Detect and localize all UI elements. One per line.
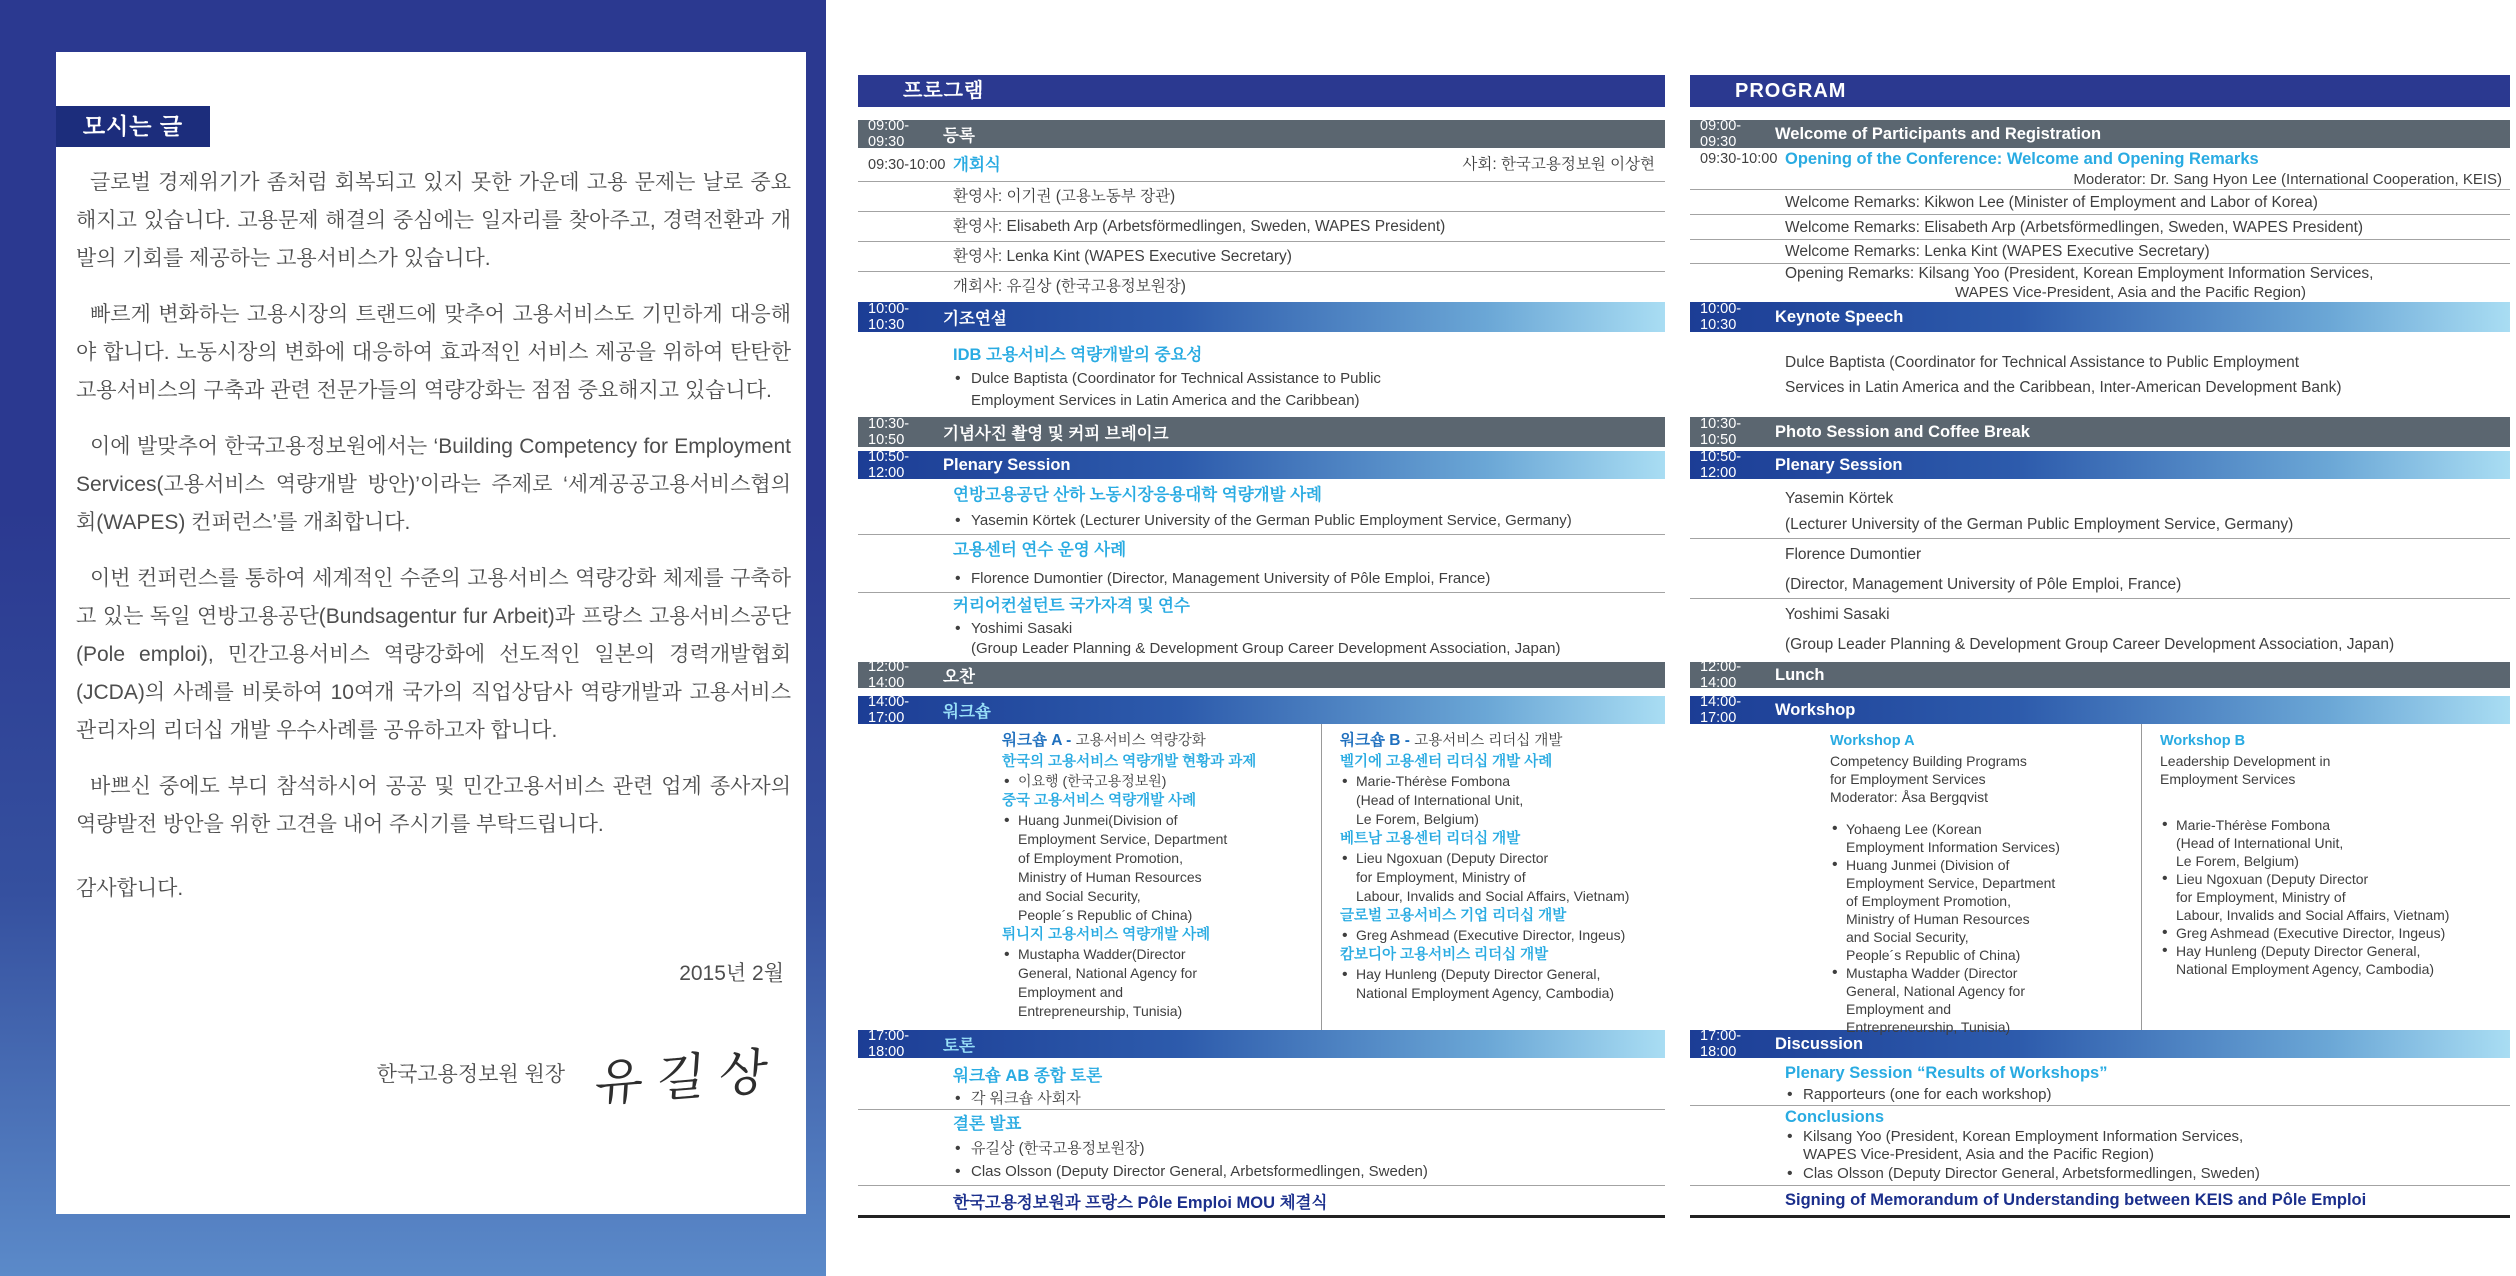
schedule-section-bar: [1690, 696, 2510, 724]
schedule-line: [1828, 730, 2141, 752]
time-label: 14:00-17:00: [868, 694, 910, 726]
schedule-line: [858, 507, 1665, 535]
schedule-line: [1000, 983, 1321, 1002]
schedule-line: [2158, 752, 2510, 770]
schedule-line: [858, 619, 1665, 639]
schedule-line: [2158, 816, 2510, 834]
schedule-line: [1000, 730, 1321, 752]
schedule-text: Huang Junmei (Division of: [1846, 857, 2010, 873]
schedule-line: [1000, 887, 1321, 906]
mou-row: [1690, 1185, 2510, 1218]
schedule-line: [1000, 945, 1321, 964]
schedule-text: 각 워크숍 사회자: [971, 1090, 1081, 1107]
invitation-paragraph: 이에 발맞추어 한국고용정보원에서는 ‘Building Competency for Employment Services(고용서비스 역량개발 방안)’이라는 주제로 ‘세계공공고용서비스협의회(WAPES) 컨퍼런스’를 개최합니다.: [76, 435, 791, 534]
schedule-text: Conclusions: [1785, 1108, 1885, 1126]
schedule-line: [1828, 806, 2141, 820]
schedule-text: (Group Leader Planning & Development Group Career Development Association, Japan): [971, 640, 1561, 657]
schedule-line: [2158, 852, 2510, 870]
schedule-line: [1690, 539, 2510, 571]
schedule-text: Kilsang Yoo (President, Korean Employment Information Services,: [1803, 1128, 2244, 1145]
program-title: 프로그램: [858, 75, 1665, 107]
schedule-text: Employment Service, Department: [1846, 875, 2056, 891]
schedule-row-group: [1690, 148, 2510, 302]
schedule-text: for Employment, Ministry of: [2176, 889, 2346, 905]
section-title: 기조연설: [943, 310, 1007, 328]
invitation-date: 2015년 2월: [679, 962, 784, 985]
section-title: 등록: [943, 127, 975, 145]
schedule-text: Ministry of Human Resources: [1018, 869, 1202, 885]
time-label: 12:00-14:00: [1700, 659, 1742, 691]
schedule-line: [1828, 820, 2141, 838]
section-title: 기념사진 촬영 및 커피 브레이크: [943, 425, 1169, 443]
schedule-row-group: [858, 479, 1665, 662]
time-label: 09:00-09:30: [868, 118, 910, 150]
time-label: 10:50-12:00: [868, 449, 910, 481]
schedule-text: National Employment Agency, Cambodia): [1356, 985, 1615, 1001]
schedule-line: [1828, 982, 2141, 1000]
time-label: 09:00-09:30: [1700, 118, 1742, 150]
schedule-line: [858, 368, 1665, 390]
schedule-text: WAPES Vice-President, Asia and the Pacific Region): [1803, 1146, 2155, 1163]
section-title: Plenary Session: [943, 455, 1071, 474]
schedule-text: (Head of International Unit,: [2176, 835, 2344, 851]
schedule-line: [858, 483, 1665, 507]
section-title: 워크숍: [943, 703, 991, 721]
section-title: Plenary Session: [1775, 455, 1903, 474]
schedule-line: [858, 639, 1665, 659]
schedule-line: [1828, 1000, 2141, 1018]
schedule-line: [1000, 906, 1321, 925]
schedule-text: 개회사: 유길상 (한국고용정보원장): [953, 278, 1186, 295]
schedule-line: [2158, 906, 2510, 924]
schedule-text: 한국의 고용서비스 역량개발 현황과 과제: [1002, 754, 1257, 770]
invitation-signer-row: [376, 1037, 788, 1112]
schedule-text: General, National Agency for: [1846, 983, 2025, 999]
schedule-text: Plenary Session “Results of Workshops”: [1785, 1064, 2108, 1082]
schedule-line: [858, 242, 1665, 272]
schedule-line: [858, 1110, 1665, 1138]
time-label: 17:00-18:00: [868, 1028, 910, 1060]
schedule-text: IDB 고용서비스 역량개발의 중요성: [953, 346, 1203, 364]
schedule-line: [1828, 1018, 2141, 1036]
schedule-line: [1338, 730, 1665, 752]
schedule-text: Clas Olsson (Deputy Director General, Arbetsformedlingen, Sweden): [1803, 1165, 2260, 1182]
schedule-text: Hay Hunleng (Deputy Director General,: [1356, 966, 1601, 982]
time-label: 10:30-10:50: [868, 416, 910, 448]
schedule-line: [1690, 1128, 2510, 1146]
schedule-section-bar: [858, 417, 1665, 447]
schedule-text: of Employment Promotion,: [1846, 893, 2011, 909]
section-title: 오찬: [943, 668, 975, 686]
schedule-line: [1828, 964, 2141, 982]
schedule-line: [1338, 829, 1665, 849]
schedule-line: [2158, 788, 2510, 816]
schedule-text: 커리어컨설턴트 국가자격 및 연수: [953, 597, 1190, 615]
time-column-spacer: [858, 724, 1000, 1030]
schedule-text: 유길상 (한국고용정보원장): [971, 1140, 1145, 1157]
signature-handwriting: 유길상: [593, 1042, 784, 1112]
schedule-line: [1000, 752, 1321, 772]
schedule-line: [1338, 965, 1665, 984]
schedule-text: Rapporteurs (one for each workshop): [1803, 1086, 2052, 1103]
schedule-line: [858, 272, 1665, 302]
schedule-line: [1828, 788, 2141, 806]
schedule-text: Labour, Invalids and Social Affairs, Vietnam): [1356, 888, 1630, 904]
schedule-text: 캄보디아 고용서비스 리더십 개발: [1340, 947, 1549, 963]
schedule-row-group: [1690, 1058, 2510, 1185]
schedule-line: [858, 342, 1665, 368]
time-label: 10:30-10:50: [1700, 416, 1742, 448]
schedule-line: [1828, 910, 2141, 928]
schedule-line: [1690, 283, 2510, 302]
workshop-column: [1322, 724, 1665, 1030]
time-label: 10:00-10:30: [1700, 301, 1742, 333]
schedule-row-group: [858, 332, 1665, 417]
schedule-line: [1338, 810, 1665, 829]
schedule-line: [1338, 984, 1665, 1003]
schedule-line: [1338, 791, 1665, 810]
schedule-text: (Group Leader Planning & Development Group Career Development Association, Japan): [1785, 636, 2395, 653]
schedule-text: Entrepreneurship, Tunisia): [1018, 1003, 1183, 1019]
workshop-columns: [858, 724, 1665, 1030]
schedule-text: Le Forem, Belgium): [2176, 853, 2299, 869]
schedule-section-bar: [1690, 120, 2510, 148]
section-title: Workshop: [1775, 700, 1856, 719]
schedule-line: [1690, 1106, 2510, 1128]
schedule-line: [858, 1064, 1665, 1088]
schedule-line: [1000, 964, 1321, 983]
schedule-line: [2158, 960, 2510, 978]
schedule-text: Mustapha Wadder (Director: [1846, 965, 2018, 981]
invitation-body: [76, 164, 791, 926]
schedule-text: Employment Service, Department: [1018, 831, 1228, 847]
schedule-line: [2158, 888, 2510, 906]
schedule-row-group: [1690, 332, 2510, 417]
schedule-text: Employment and: [1018, 984, 1124, 1000]
schedule-text: Competency Building Programs: [1830, 753, 2027, 769]
mou-row: [858, 1185, 1665, 1218]
schedule-line: [1000, 925, 1321, 945]
time-label: 17:00-18:00: [1700, 1028, 1742, 1060]
section-title: 토론: [943, 1037, 975, 1055]
time-column-spacer: [1690, 724, 1828, 1030]
schedule-line: [2158, 870, 2510, 888]
schedule-text: Yoshimi Sasaki: [1785, 606, 1890, 623]
schedule-text: (Director, Management University of Pôle Emploi, France): [1785, 576, 2182, 593]
schedule-text: 글로벌 고용서비스 기업 리더십 개발: [1340, 908, 1567, 924]
schedule-text: 환영사: Lenka Kint (WAPES Executive Secretary): [953, 248, 1292, 265]
schedule-line: [1828, 946, 2141, 964]
section-title: Welcome of Participants and Registration: [1775, 124, 2102, 143]
schedule-text: 벨기에 고용센터 리더십 개발 사례: [1340, 754, 1553, 770]
schedule-section-bar: [1690, 451, 2510, 479]
schedule-section-bar: [858, 659, 1665, 691]
schedule-text: Yasemin Körtek: [1785, 490, 1894, 507]
schedule-text: 환영사: 이기권 (고용노동부 장관): [953, 188, 1176, 205]
schedule-section-bar: [1690, 659, 2510, 691]
schedule-section-bar: [858, 120, 1665, 148]
schedule-text: Welcome Remarks: Elisabeth Arp (Arbetsförmedlingen, Sweden, WAPES President): [1785, 219, 2364, 236]
schedule-text: Florence Dumontier: [1785, 546, 1922, 563]
schedule-line: [1690, 571, 2510, 599]
schedule-line: [1690, 375, 2510, 400]
invitation-heading-badge: [56, 106, 210, 147]
schedule-text: Moderator: Åsa Bergqvist: [1830, 789, 1988, 805]
schedule-text: Mustapha Wadder(Director: [1018, 946, 1186, 962]
schedule-line: [1000, 868, 1321, 887]
time-label: 09:30-10:00: [868, 157, 946, 173]
schedule-text: Employment Services in Latin America and the Caribbean): [971, 392, 1360, 409]
schedule-line: [1690, 1146, 2510, 1164]
schedule-line: [1828, 928, 2141, 946]
schedule-line: [2158, 924, 2510, 942]
schedule-text: Moderator: Dr. Sang Hyon Lee (International Cooperation, KEIS): [2073, 171, 2502, 188]
schedule-line: [1690, 215, 2510, 240]
schedule-text: for Employment, Ministry of: [1356, 869, 1526, 885]
schedule-line: [1828, 856, 2141, 874]
workshop-head-label: 워크숍 A -: [1002, 732, 1076, 749]
schedule-line: [1338, 752, 1665, 772]
time-label: 09:30-10:00: [1700, 151, 1778, 167]
schedule-line: [858, 565, 1665, 593]
invitation-paragraph: 바쁘신 중에도 부디 참석하시어 공공 및 민간고용서비스 관련 업계 종사자의 역량발전 방안을 위한 고견을 내어 주시기를 부탁드립니다.: [76, 775, 791, 836]
schedule-line: [1338, 906, 1665, 926]
schedule-line: [1690, 170, 2510, 190]
schedule-line: [1690, 599, 2510, 631]
moderator-label: 사회: 한국고용정보원 이상현: [1462, 156, 1655, 173]
schedule-line: [2158, 730, 2510, 752]
schedule-line: [1690, 264, 2510, 283]
schedule-line: [858, 1138, 1665, 1160]
schedule-text: and Social Security,: [1018, 888, 1141, 904]
schedule-text: Lieu Ngoxuan (Deputy Director: [2176, 871, 2369, 887]
invitation-heading: 모시는 글: [82, 113, 184, 139]
schedule-text: 중국 고용서비스 역량개발 사례: [1002, 793, 1197, 809]
schedule-line: [1690, 487, 2510, 511]
schedule-text: Employment and: [1846, 1001, 1952, 1017]
schedule-text: Employment Information Services): [1846, 839, 2060, 855]
invitation-closing: 감사합니다.: [76, 877, 184, 900]
schedule-section-bar: [858, 451, 1665, 479]
schedule-text: Services in Latin America and the Caribbean, Inter-American Development Bank): [1785, 379, 2342, 396]
schedule-line: [1690, 190, 2510, 215]
time-label: 10:50-12:00: [1700, 449, 1742, 481]
workshop-columns: [1690, 724, 2510, 1035]
workshop-column: [1828, 724, 2142, 1035]
schedule-text: Opening Remarks: Kilsang Yoo (President, Korean Employment Information Services,: [1785, 265, 2374, 282]
schedule-text: Welcome Remarks: Kikwon Lee (Minister of Employment and Labor of Korea): [1785, 194, 2318, 211]
schedule-text: and Social Security,: [1846, 929, 1969, 945]
workshop-head-label: 워크숍 B -: [1340, 732, 1415, 749]
schedule-text: Leadership Development in: [2160, 753, 2331, 769]
schedule-text: WAPES Vice-President, Asia and the Pacific Region): [1955, 284, 2307, 301]
schedule-line: [858, 390, 1665, 412]
schedule-text: 튀니지 고용서비스 역량개발 사례: [1002, 927, 1211, 943]
schedule-text: Le Forem, Belgium): [1356, 811, 1479, 827]
mou-text: 한국고용정보원과 프랑스 Pôle Emploi MOU 체결식: [953, 1193, 1328, 1212]
schedule-text: Opening of the Conference: Welcome and Opening Remarks: [1785, 150, 2259, 168]
schedule-text: for Employment Services: [1830, 771, 1986, 787]
schedule-text: Ministry of Human Resources: [1846, 911, 2030, 927]
time-label: 12:00-14:00: [868, 659, 910, 691]
invitation-paragraph: 글로벌 경제위기가 좀처럼 회복되고 있지 못한 가운데 고용 문제는 날로 중요해지고 있습니다. 고용문제 해결의 중심에는 일자리를 찾아주고, 경력전환과 개발의 기회를 제공하는 고용서비스가 있습니다.: [76, 171, 791, 270]
schedule-line: [1338, 887, 1665, 906]
schedule-line: [1690, 1084, 2510, 1106]
schedule-text: Employment Services: [2160, 771, 2296, 787]
time-label: 14:00-17:00: [1700, 694, 1742, 726]
schedule-line: [1828, 874, 2141, 892]
schedule-line: [1000, 830, 1321, 849]
schedule-line: [2158, 834, 2510, 852]
schedule-text: 워크숍 AB 종합 토론: [953, 1067, 1103, 1085]
schedule-text: of Employment Promotion,: [1018, 850, 1183, 866]
invitation-card: [56, 52, 806, 1214]
schedule-text: 연방고용공단 산하 노동시장응용대학 역량개발 사례: [953, 486, 1322, 504]
workshop-head-subtitle: 고용서비스 리더십 개발: [1414, 733, 1563, 749]
schedule-text: Yoshimi Sasaki: [971, 620, 1073, 637]
schedule-text: Greg Ashmead (Executive Director, Ingeus): [2176, 925, 2446, 941]
program-panel-english: [1690, 75, 2510, 1218]
time-label: 10:00-10:30: [868, 301, 910, 333]
schedule-line: [2158, 942, 2510, 960]
mou-text: Signing of Memorandum of Understanding between KEIS and Pôle Emploi: [1785, 1191, 2367, 1209]
workshop-column: [2142, 724, 2510, 1030]
section-title: Photo Session and Coffee Break: [1775, 422, 2030, 441]
schedule-line: [1338, 772, 1665, 791]
schedule-text: National Employment Agency, Cambodia): [2176, 961, 2435, 977]
schedule-line: [858, 182, 1665, 212]
program-panel-korean: [858, 75, 1665, 1218]
schedule-row-group: [1690, 479, 2510, 662]
schedule-text: 결론 발표: [953, 1115, 1022, 1133]
workshop-column: [1000, 724, 1322, 1030]
invitation-paragraph: 빠르게 변화하는 고용시장의 트랜드에 맞추어 고용서비스도 기민하게 대응해야 합니다. 노동시장의 변화에 대응하여 효과적인 서비스 제공을 위하여 탄탄한 고용서비스의 구축과 관련 전문가들의 역량강화는 점점 중요해지고 있습니다.: [76, 303, 791, 402]
program-title: PROGRAM: [1690, 75, 2510, 107]
schedule-line: [858, 212, 1665, 242]
section-title: Lunch: [1775, 665, 1825, 684]
invitation-panel: [0, 0, 826, 1276]
schedule-section-bar: [858, 696, 1665, 724]
schedule-line: [1690, 511, 2510, 539]
schedule-text: General, National Agency for: [1018, 965, 1197, 981]
schedule-text: 환영사: Elisabeth Arp (Arbetsförmedlingen, Sweden, WAPES President): [953, 218, 1446, 235]
schedule-line: [1000, 849, 1321, 868]
schedule-line: [1338, 945, 1665, 965]
schedule-section-bar: [858, 1030, 1665, 1058]
schedule-text: People´s Republic of China): [1018, 907, 1193, 923]
schedule-line: [858, 593, 1665, 619]
schedule-line: [1000, 1002, 1321, 1021]
schedule-text: Entrepreneurship, Tunisia): [1846, 1019, 2011, 1035]
schedule-row-group: [858, 148, 1665, 302]
section-title: Discussion: [1775, 1034, 1864, 1053]
schedule-text: Labour, Invalids and Social Affairs, Vietnam): [2176, 907, 2450, 923]
schedule-line: [1000, 772, 1321, 791]
schedule-line: [1690, 631, 2510, 659]
workshop-head-subtitle: 고용서비스 역량강화: [1075, 733, 1206, 749]
schedule-text: Florence Dumontier (Director, Management University of Pôle Emploi, France): [971, 570, 1491, 587]
schedule-text: Workshop B: [2160, 733, 2246, 749]
schedule-section-bar: [1690, 302, 2510, 332]
schedule-line: [1690, 350, 2510, 375]
schedule-line: [1828, 838, 2141, 856]
section-title: Keynote Speech: [1775, 307, 1904, 326]
schedule-text: 이요행 (한국고용정보원): [1018, 773, 1167, 789]
signer-title: 한국고용정보원 원장: [376, 1063, 566, 1086]
schedule-line: [1000, 791, 1321, 811]
schedule-text: Lieu Ngoxuan (Deputy Director: [1356, 850, 1549, 866]
schedule-line: [858, 1088, 1665, 1110]
schedule-line: [858, 148, 1665, 182]
schedule-line: [1690, 1062, 2510, 1084]
schedule-text: Dulce Baptista (Coordinator for Technical Assistance to Public Employment: [1785, 354, 2300, 371]
schedule-line: [1338, 926, 1665, 945]
schedule-line: [1828, 770, 2141, 788]
schedule-line: [1690, 240, 2510, 264]
schedule-text: Yasemin Körtek (Lecturer University of the German Public Employment Service, Germany): [971, 512, 1572, 529]
schedule-text: Welcome Remarks: Lenka Kint (WAPES Executive Secretary): [1785, 243, 2210, 260]
schedule-text: Greg Ashmead (Executive Director, Ingeus): [1356, 927, 1626, 943]
schedule-text: Dulce Baptista (Coordinator for Technical Assistance to Public: [971, 370, 1381, 387]
schedule-text: Marie-Thérèse Fombona: [1356, 773, 1511, 789]
schedule-text: Marie-Thérèse Fombona: [2176, 817, 2331, 833]
schedule-row-group: [858, 1058, 1665, 1185]
schedule-text: 고용센터 연수 운영 사례: [953, 541, 1127, 559]
schedule-text: Hay Hunleng (Deputy Director General,: [2176, 943, 2421, 959]
schedule-line: [858, 535, 1665, 565]
schedule-section-bar: [1690, 417, 2510, 447]
schedule-text: Workshop A: [1830, 733, 1915, 749]
schedule-text: (Lecturer University of the German Public Employment Service, Germany): [1785, 516, 2294, 533]
schedule-line: [1338, 849, 1665, 868]
schedule-text: Huang Junmei(Division of: [1018, 812, 1178, 828]
schedule-text: Clas Olsson (Deputy Director General, Arbetsformedlingen, Sweden): [971, 1163, 1428, 1180]
invitation-paragraph: 이번 컨퍼런스를 통하여 세계적인 수준의 고용서비스 역량강화 체제를 구축하고 있는 독일 연방고용공단(Bundsagentur fur Arbeit)과 프랑스 고용서비스공단(Pole emploi), 민간고용서비스 역량강화에 선도적인 일본의 경력개발협회(JCDA)의 사례를 비롯하여 10여개 국가의 직업상담사 역량개발과 고용서비스 관리자의 리더십 개발 우수사례를 공유하고자 합니다.: [76, 567, 791, 742]
schedule-text: 베트남 고용센터 리더십 개발: [1340, 831, 1521, 847]
schedule-line: [2158, 770, 2510, 788]
schedule-text: People´s Republic of China): [1846, 947, 2021, 963]
schedule-text: Yohaeng Lee (Korean: [1846, 821, 1982, 837]
schedule-line: [1690, 1164, 2510, 1183]
schedule-text: 개회식: [953, 156, 1001, 174]
schedule-line: [858, 1160, 1665, 1184]
schedule-section-bar: [858, 302, 1665, 332]
schedule-line: [1828, 752, 2141, 770]
schedule-line: [1690, 148, 2510, 170]
schedule-text: (Head of International Unit,: [1356, 792, 1524, 808]
schedule-line: [1000, 811, 1321, 830]
schedule-line: [1338, 868, 1665, 887]
schedule-line: [1828, 892, 2141, 910]
